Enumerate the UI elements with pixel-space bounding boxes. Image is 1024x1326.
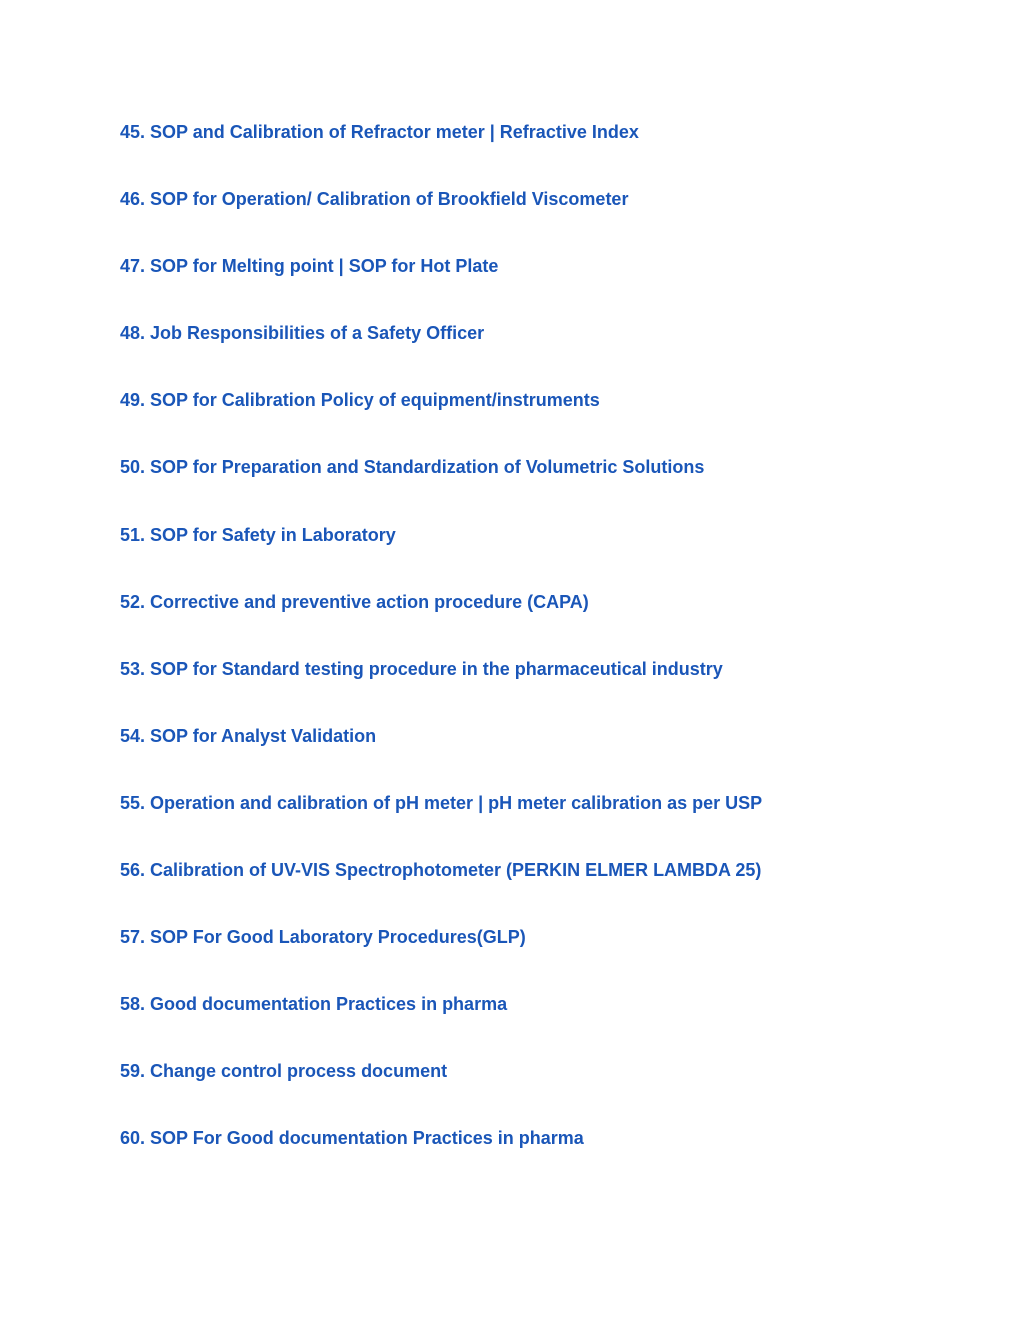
sop-link-52[interactable]: 52. Corrective and preventive action procedure (CAPA): [120, 591, 589, 612]
sop-link-47[interactable]: 47. SOP for Melting point | SOP for Hot Plate: [120, 256, 499, 277]
list-item: [120, 923, 980, 990]
list-item: [120, 789, 980, 856]
list-item: [120, 386, 980, 453]
list-item: [120, 1124, 980, 1191]
sop-link-46[interactable]: 46. SOP for Operation/ Calibration of Brookfield Viscometer: [120, 189, 629, 210]
sop-link-48[interactable]: 48. Job Responsibilities of a Safety Officer: [120, 323, 485, 344]
sop-link-58[interactable]: 58. Good documentation Practices in pharma: [120, 994, 508, 1015]
sop-link-56[interactable]: 56. Calibration of UV-VIS Spectrophotometer (PERKIN ELMER LAMBDA 25): [120, 860, 762, 881]
list-item: [120, 990, 980, 1057]
list-item: [120, 1057, 980, 1124]
sop-link-59[interactable]: 59. Change control process document: [120, 1061, 448, 1082]
list-item: [120, 252, 980, 319]
list-item: [120, 722, 980, 789]
sop-link-57[interactable]: 57. SOP For Good Laboratory Procedures(GLP): [120, 927, 526, 948]
sop-link-list: [120, 118, 980, 1192]
sop-link-55[interactable]: 55. Operation and calibration of pH meter | pH meter calibration as per USP: [120, 792, 763, 813]
list-item: [120, 588, 980, 655]
list-item: [120, 856, 980, 923]
list-item: [120, 521, 980, 588]
sop-link-54[interactable]: 54. SOP for Analyst Validation: [120, 725, 377, 746]
list-item: [120, 319, 980, 386]
sop-link-60[interactable]: 60. SOP For Good documentation Practices in pharma: [120, 1128, 584, 1149]
list-item: [120, 118, 980, 185]
sop-link-50[interactable]: 50. SOP for Preparation and Standardization of Volumetric Solutions: [120, 457, 705, 478]
sop-link-53[interactable]: 53. SOP for Standard testing procedure in the pharmaceutical industry: [120, 658, 723, 679]
sop-link-49[interactable]: 49. SOP for Calibration Policy of equipment/instruments: [120, 390, 600, 411]
list-item: [120, 655, 980, 722]
list-item: [120, 453, 980, 520]
sop-link-51[interactable]: 51. SOP for Safety in Laboratory: [120, 524, 396, 545]
list-item: [120, 185, 980, 252]
sop-link-45[interactable]: 45. SOP and Calibration of Refractor meter | Refractive Index: [120, 122, 639, 142]
